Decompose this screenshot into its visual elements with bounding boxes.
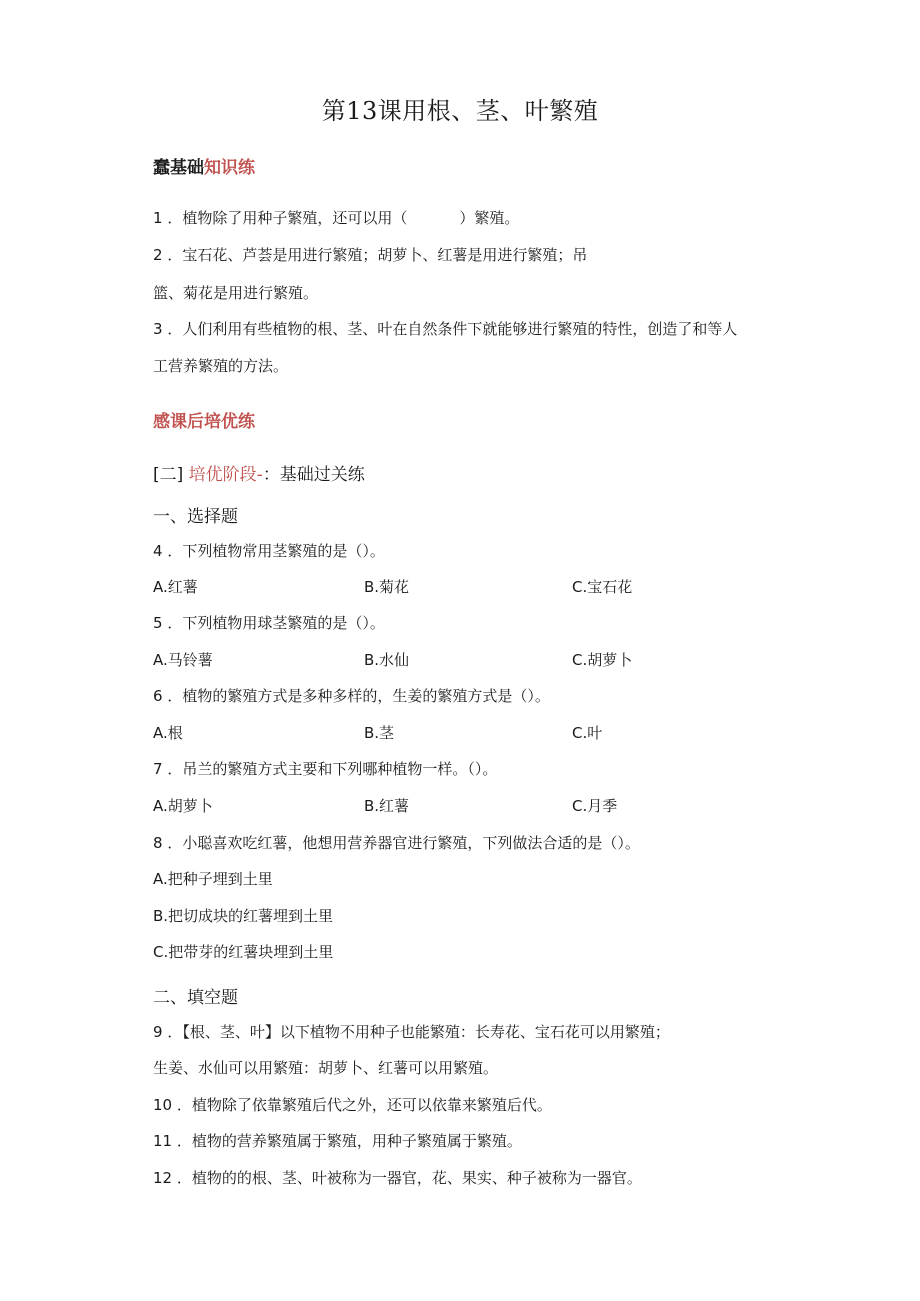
question-8: [153, 832, 640, 853]
question-text: ．宝石花、芦荟是用进行繁殖；胡萝卜、红薯是用进行繁殖；吊: [167, 246, 588, 264]
question-number: 9: [153, 1023, 163, 1041]
question-number: 12: [153, 1169, 173, 1187]
question-10: [153, 1094, 552, 1115]
question-4: [153, 540, 385, 561]
question-9-continued: 生姜、水仙可以用繁殖：胡萝卜、红薯可以用繁殖。: [153, 1059, 499, 1077]
question-text: ．【根、茎、叶】以下植物不用种子也能繁殖：长寿花、宝石花可以用繁殖；: [167, 1023, 670, 1041]
stage-label: 培优阶段-: [188, 465, 263, 485]
page-title: 第13课用根、茎、叶繁殖: [321, 97, 599, 125]
question-3-continued: 工营养繁殖的方法。: [153, 357, 289, 375]
option-c[interactable]: C.胡萝卜: [572, 651, 633, 669]
stage-bracket: [二]: [153, 465, 184, 485]
section-basic-heading: [153, 153, 255, 178]
question-number: 3: [153, 320, 163, 338]
option-b[interactable]: B.红薯: [364, 797, 410, 815]
question-text: ．下列植物常用茎繁殖的是（）。: [167, 542, 385, 560]
option-b[interactable]: B.菊花: [364, 578, 410, 596]
question-number: 7: [153, 760, 163, 778]
question-1: [153, 207, 519, 228]
question-7: [153, 758, 497, 779]
option-c[interactable]: C.叶: [572, 724, 603, 742]
question-text: ．植物的的根、茎、叶被称为一器官，花、果实、种子被称为一器官。: [176, 1169, 642, 1187]
option-a[interactable]: A.把种子埋到土里: [153, 870, 273, 888]
option-a[interactable]: A.马铃薯: [153, 651, 213, 669]
fill-heading: 二、填空题: [153, 988, 238, 1008]
choice-heading: 一、选择题: [153, 507, 238, 527]
question-2: [153, 244, 587, 265]
section-basic-prefix: 蠢基础: [153, 158, 204, 178]
question-9: [153, 1021, 670, 1042]
option-a[interactable]: A.红薯: [153, 578, 198, 596]
option-b[interactable]: B.水仙: [364, 651, 410, 669]
question-12: [153, 1167, 642, 1188]
option-b[interactable]: B.把切成块的红薯埋到土里: [153, 907, 334, 925]
option-a[interactable]: A.根: [153, 724, 183, 742]
stage-heading: [153, 460, 365, 485]
question-number: 8: [153, 834, 163, 852]
question-number: 4: [153, 542, 163, 560]
question-text: ．小聪喜欢吃红薯，他想用营养器官进行繁殖，下列做法合适的是（）。: [167, 834, 640, 852]
option-a[interactable]: A.胡萝卜: [153, 797, 213, 815]
question-text-end: ）繁殖。: [459, 209, 520, 227]
question-text: ．人们利用有些植物的根、茎、叶在自然条件下就能够进行繁殖的特性，创造了和等人: [167, 320, 738, 338]
question-number: 11: [153, 1132, 173, 1150]
stage-subtitle: ：基础过关练: [262, 465, 365, 485]
question-3: [153, 318, 737, 339]
question-text: ．吊兰的繁殖方式主要和下列哪种植物一样。（）。: [167, 760, 498, 778]
question-number: 5: [153, 614, 163, 632]
question-text: ．下列植物用球茎繁殖的是（）。: [167, 614, 385, 632]
option-c[interactable]: C.月季: [572, 797, 618, 815]
question-number: 10: [153, 1096, 173, 1114]
question-text: ．植物的营养繁殖属于繁殖，用种子繁殖属于繁殖。: [176, 1132, 522, 1150]
question-number: 6: [153, 687, 163, 705]
option-c[interactable]: C.宝石花: [572, 578, 633, 596]
option-c[interactable]: C.把带芽的红薯块埋到土里: [153, 943, 334, 961]
question-text: ．植物除了用种子繁殖，还可以用（: [167, 209, 408, 227]
question-5: [153, 612, 385, 633]
question-6: [153, 685, 550, 706]
question-2-continued: 篮、菊花是用进行繁殖。: [153, 284, 319, 302]
question-text: ．植物的繁殖方式是多种多样的，生姜的繁殖方式是（）。: [167, 687, 550, 705]
section-advanced-heading: 感课后培优练: [153, 412, 255, 432]
section-basic-suffix: 知识练: [204, 158, 255, 178]
question-11: [153, 1130, 522, 1151]
question-number: 2: [153, 246, 163, 264]
question-number: 1: [153, 209, 163, 227]
option-b[interactable]: B.茎: [364, 724, 395, 742]
question-text: ．植物除了依靠繁殖后代之外，还可以依靠来繁殖后代。: [176, 1096, 552, 1114]
